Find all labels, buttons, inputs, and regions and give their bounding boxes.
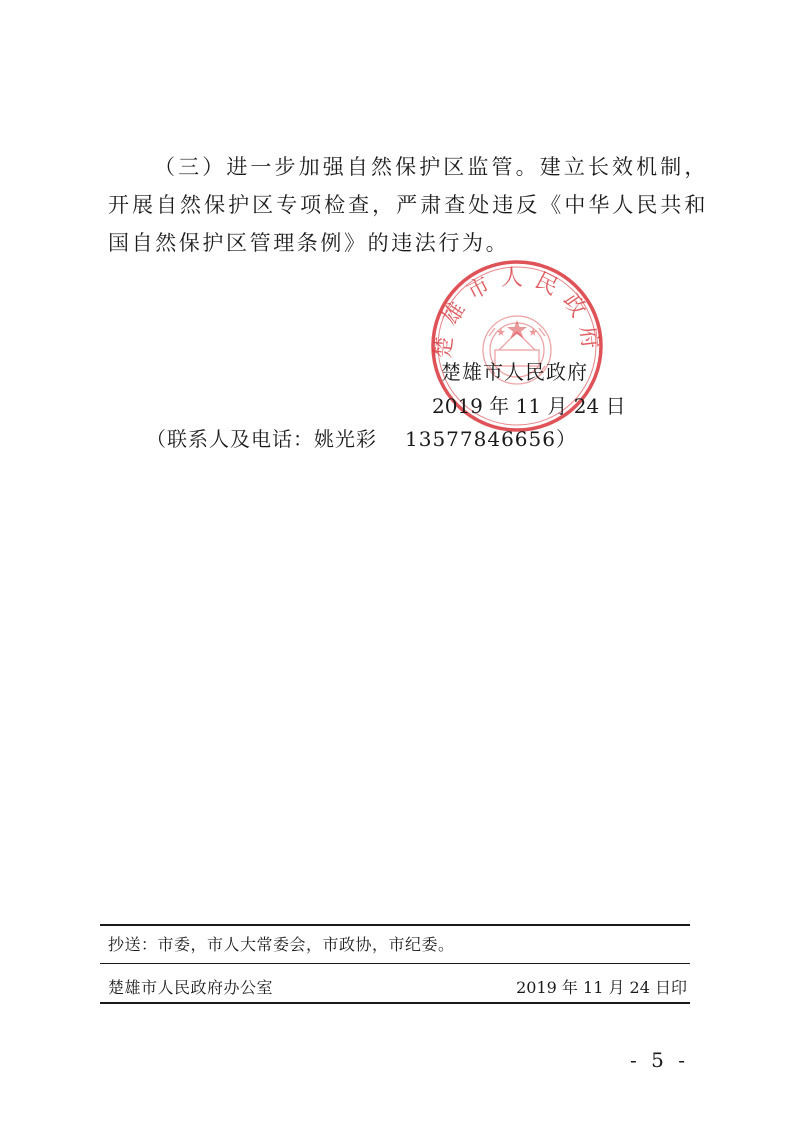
contact-phone: 13577846656） bbox=[405, 427, 577, 451]
cc-line: 抄送：市委，市人大常委会，市政协，市纪委。 bbox=[108, 935, 455, 954]
signing-organization: 楚雄市人民政府 bbox=[441, 360, 588, 384]
page-number: - 5 - bbox=[630, 1048, 689, 1072]
body-paragraph: （三）进一步加强自然保护区监管。建立长效机制，开展自然保护区专项检查，严肃查处违反《中华人民共和国自然保护区管理条例》的违法行为。 bbox=[108, 155, 708, 255]
divider-top bbox=[100, 924, 690, 926]
contact-line bbox=[146, 423, 577, 452]
issuing-office: 楚雄市人民政府办公室 bbox=[108, 978, 274, 997]
contact-label: （联系人及电话：姚光彩 bbox=[146, 427, 377, 451]
svg-text:楚雄市人民政府 bbox=[431, 266, 604, 360]
signing-date: 2019 年 11 月 24 日 bbox=[432, 394, 626, 418]
divider-bottom bbox=[100, 1002, 690, 1004]
printed-date: 2019 年 11 月 24 日印 bbox=[516, 978, 687, 997]
divider-middle bbox=[100, 963, 690, 964]
seal-text: 楚雄市人民政府 bbox=[430, 265, 604, 360]
